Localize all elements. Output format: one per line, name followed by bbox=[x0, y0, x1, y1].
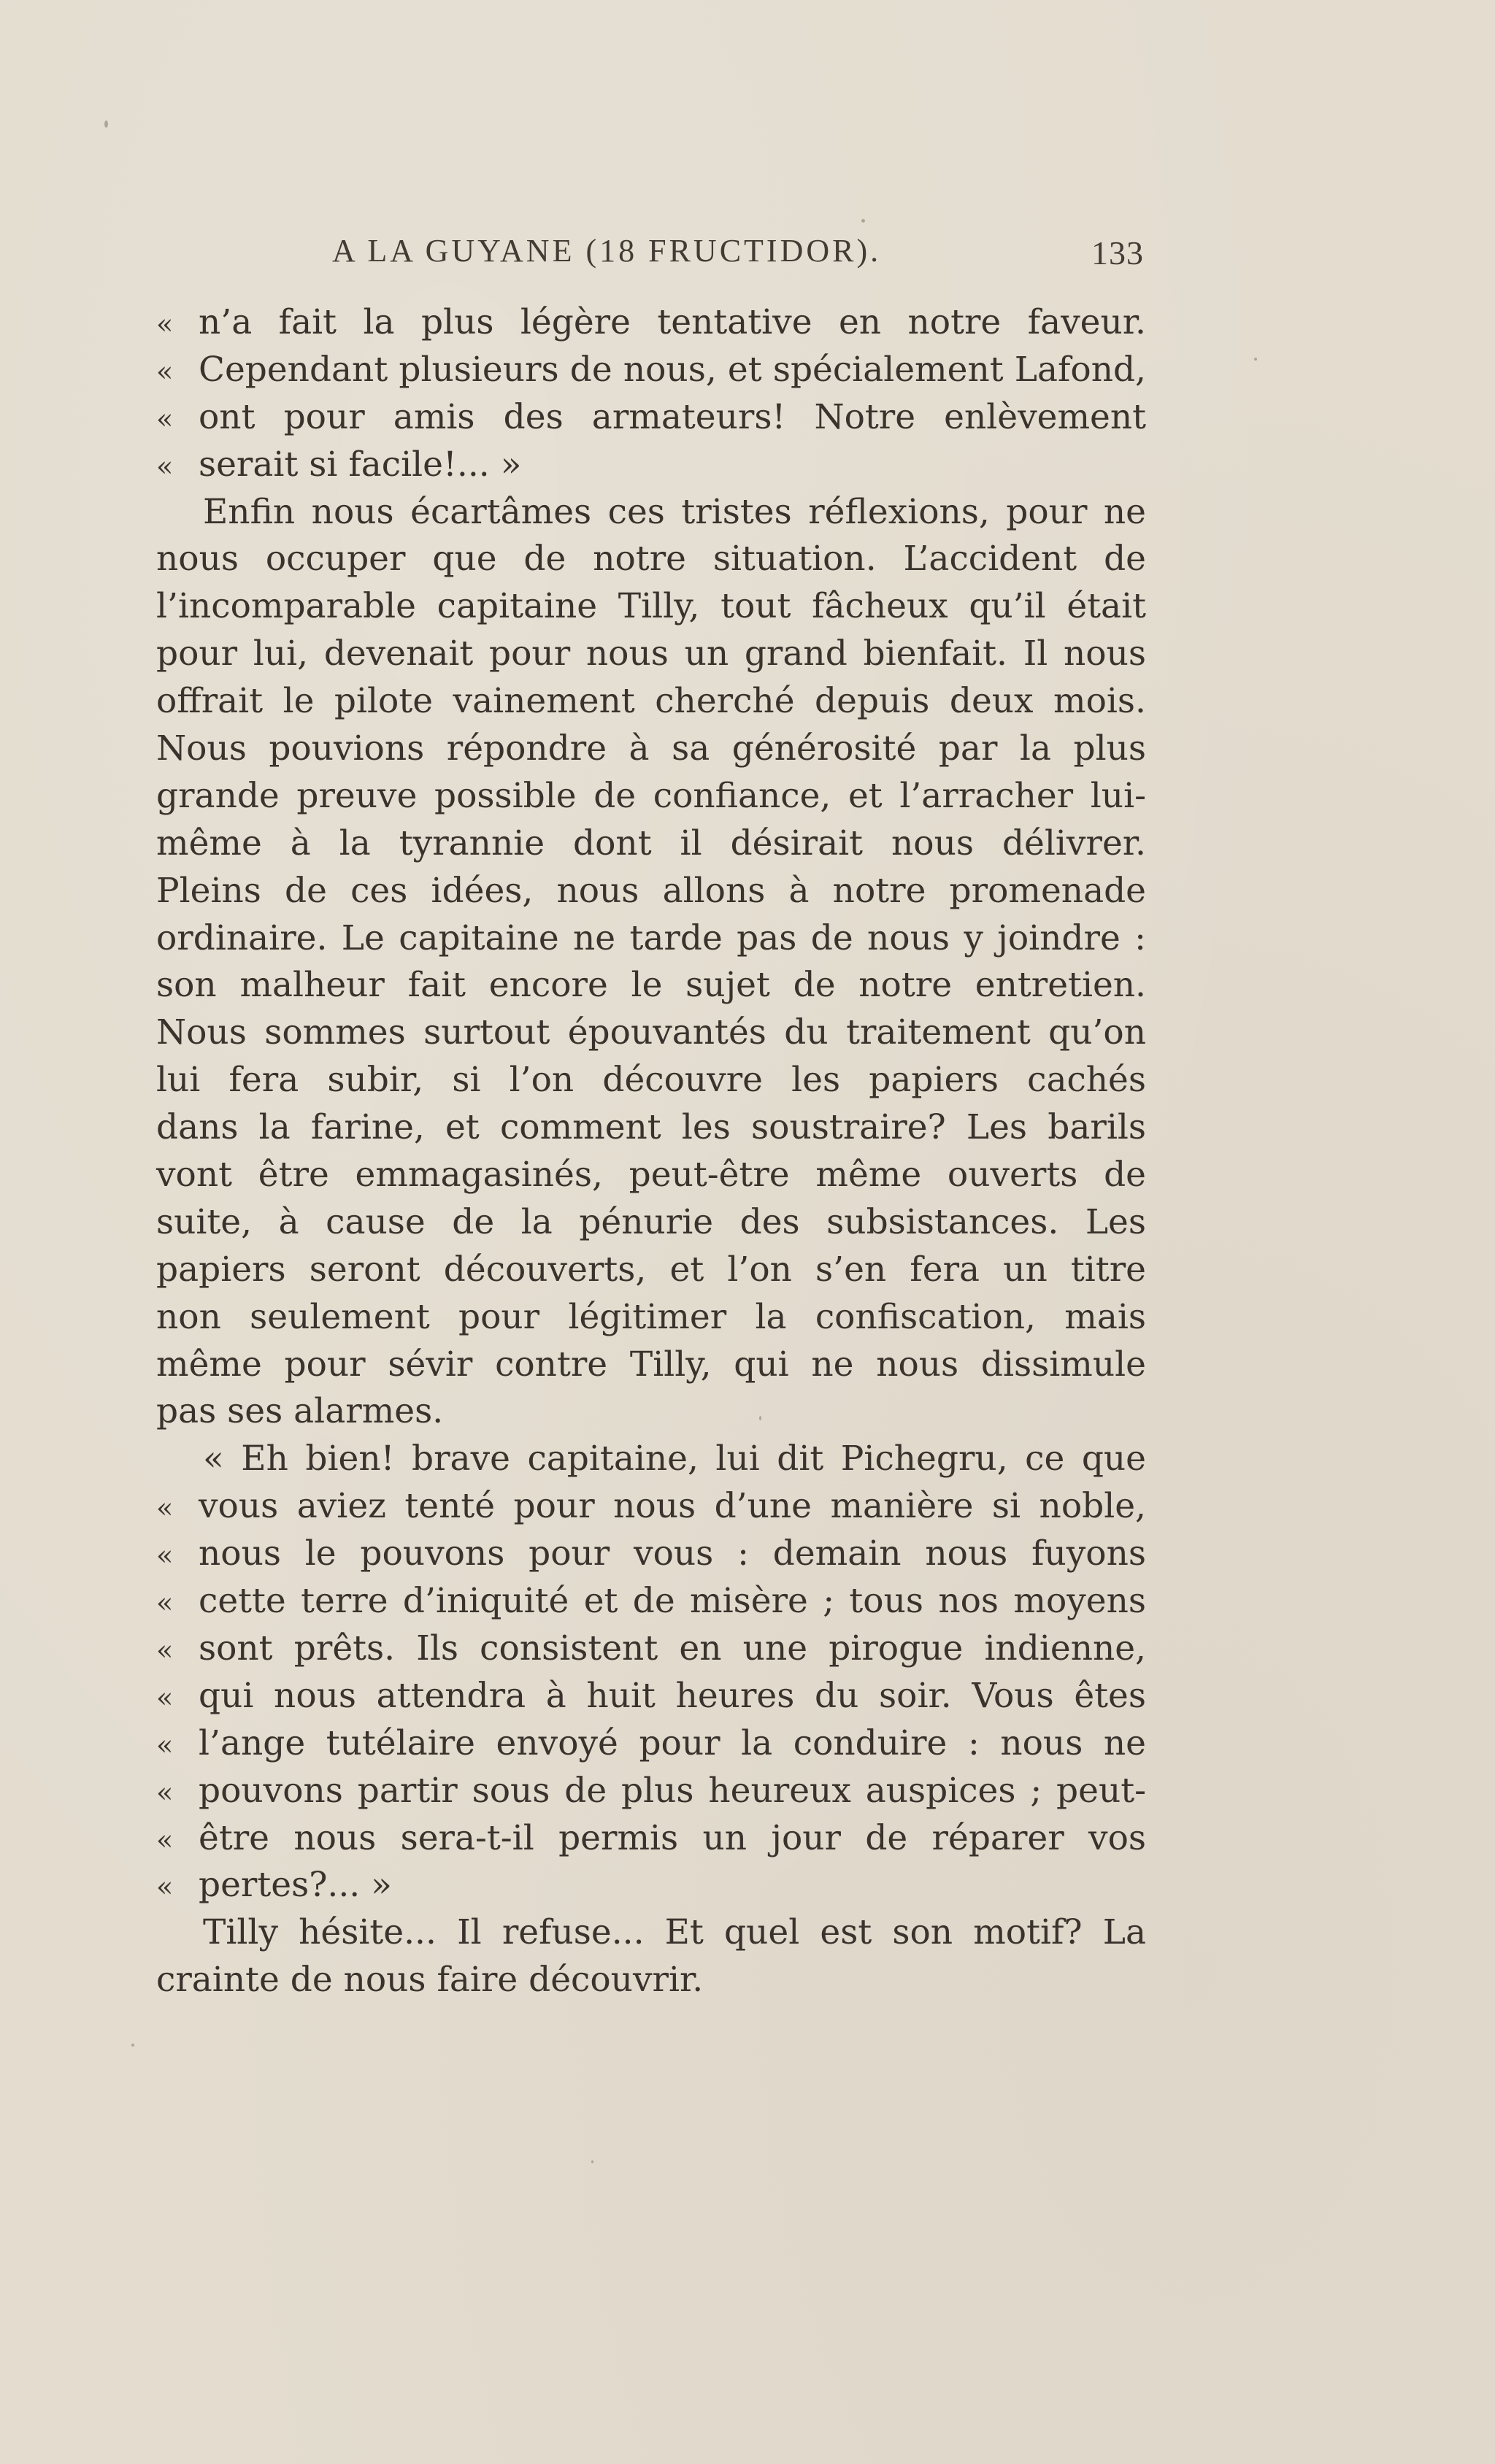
paper-speck bbox=[131, 2044, 134, 2047]
quote-mark: « bbox=[156, 1681, 174, 1714]
text-line: Nous pouvions répondre à sa générosité par la plus bbox=[156, 728, 1146, 769]
text-line: Nous sommes surtout épouvantés du traitement qu’on bbox=[156, 1012, 1146, 1053]
text-line: non seulement pour légitimer la confiscation, mais bbox=[156, 1296, 1146, 1337]
text-line: pas ses alarmes. bbox=[156, 1391, 444, 1432]
text-line: crainte de nous faire découvrir. bbox=[156, 1960, 704, 2001]
text-line: son malheur fait encore le sujet de notre entretien. bbox=[156, 965, 1146, 1006]
paper-speck bbox=[861, 219, 865, 223]
quote-mark: « bbox=[156, 308, 174, 340]
text-line: Pleins de ces idées, nous allons à notre promenade bbox=[156, 870, 1146, 911]
text-line: grande preuve possible de confiance, et l’arracher lui- bbox=[156, 775, 1146, 816]
text-line: suite, à cause de la pénurie des subsistances. Les bbox=[156, 1201, 1146, 1242]
quote-mark: « bbox=[156, 1587, 174, 1620]
chapter-running-title: A LA GUYANE (18 FRUCTIDOR). bbox=[332, 233, 882, 269]
quote-mark: « bbox=[156, 450, 174, 482]
paper-speck bbox=[591, 2160, 593, 2163]
text-line: « cette terre d’iniquité et de misère ; tous nos moyens bbox=[156, 1578, 1146, 1625]
quote-mark: « bbox=[156, 1776, 174, 1809]
text-line: même pour sévir contre Tilly, qui ne nous dissimule bbox=[156, 1344, 1146, 1385]
text-line: « pouvons partir sous de plus heureux auspices ; peut- bbox=[156, 1768, 1146, 1815]
text-line: « Cependant plusieurs de nous, et spécialement Lafond, bbox=[156, 347, 1146, 394]
quote-mark: « bbox=[156, 1492, 174, 1525]
text-line: même à la tyrannie dont il désirait nous délivrer. bbox=[156, 823, 1146, 863]
text-line: « ont pour amis des armateurs! Notre enlèvement bbox=[156, 394, 1146, 442]
quote-mark: « bbox=[156, 402, 174, 435]
quote-mark: « bbox=[156, 1823, 174, 1856]
paper-speck bbox=[759, 1416, 761, 1420]
text-line: nous occuper que de notre situation. L’accident de bbox=[156, 539, 1146, 580]
quote-mark: « bbox=[156, 1539, 174, 1572]
text-line: « qui nous attendra à huit heures du soir. Vous êtes bbox=[156, 1673, 1146, 1720]
text-line: dans la farine, et comment les soustraire? Les barils bbox=[156, 1107, 1146, 1148]
text-line: pour lui, devenait pour nous un grand bienfait. Il nous bbox=[156, 634, 1146, 674]
text-line: ordinaire. Le capitaine ne tarde pas de nous y joindre : bbox=[156, 917, 1146, 958]
page-number: 133 bbox=[1091, 234, 1144, 272]
text-line: « nous le pouvons pour vous : demain nous fuyons bbox=[156, 1531, 1146, 1578]
text-line: lui fera subir, si l’on découvre les papiers cachés bbox=[156, 1060, 1146, 1101]
text-line: « sont prêts. Ils consistent en une pirogue indienne, bbox=[156, 1625, 1146, 1673]
text-line: offrait le pilote vainement cherché depuis deux mois. bbox=[156, 681, 1146, 722]
quote-mark: « bbox=[156, 1728, 174, 1761]
text-line: vont être emmagasinés, peut-être même ouverts de bbox=[156, 1155, 1146, 1196]
text-line: « l’ange tutélaire envoyé pour la conduire : nous ne bbox=[156, 1720, 1146, 1768]
paragraph-start-line: « Eh bien! brave capitaine, lui dit Pichegru, ce que bbox=[203, 1439, 1146, 1479]
quote-mark: « bbox=[156, 355, 174, 388]
text-line: « être nous sera-t-il permis un jour de réparer vos bbox=[156, 1815, 1146, 1863]
text-line: « n’a fait la plus légère tentative en notre faveur. bbox=[156, 299, 1146, 347]
body-text bbox=[156, 299, 1146, 2004]
text-line: « serait si facile!... » bbox=[156, 442, 1146, 489]
text-line: l’incomparable capitaine Tilly, tout fâcheux qu’il était bbox=[156, 586, 1146, 627]
quote-mark: « bbox=[156, 1633, 174, 1666]
paper-speck bbox=[104, 120, 108, 128]
paragraph-start-line: Enfin nous écartâmes ces tristes réflexions, pour ne bbox=[203, 491, 1146, 532]
text-line: « vous aviez tenté pour nous d’une manière si noble, bbox=[156, 1483, 1146, 1531]
running-head bbox=[332, 232, 1150, 283]
quote-mark: « bbox=[156, 1871, 174, 1903]
text-line: « pertes?... » bbox=[156, 1862, 1146, 1909]
paragraph-start-line: Tilly hésite... Il refuse... Et quel est son motif? La bbox=[203, 1912, 1146, 1953]
text-line: papiers seront découverts, et l’on s’en fera un titre bbox=[156, 1249, 1146, 1290]
paper-speck bbox=[1254, 358, 1257, 361]
